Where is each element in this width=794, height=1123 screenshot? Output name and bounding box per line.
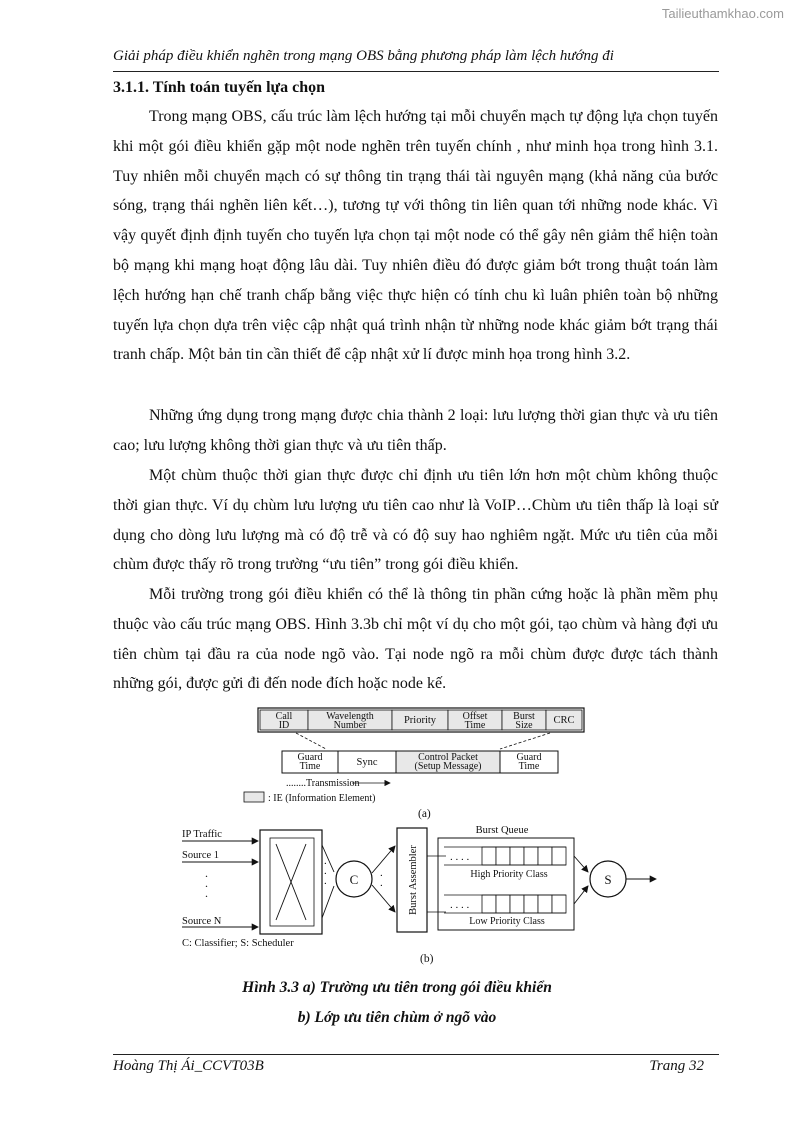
figure-label-a: (a)	[418, 808, 431, 820]
field-label: Offset	[462, 711, 488, 722]
low-priority-label: Low Priority Class	[469, 916, 545, 927]
svg-text:.: .	[324, 865, 327, 877]
high-priority-label: High Priority Class	[470, 869, 548, 880]
tx-label: (Setup Message)	[414, 761, 482, 772]
svg-text:.: .	[380, 877, 383, 889]
field-label: Burst	[513, 711, 535, 722]
paragraph-4: Mỗi trường trong gói điều khiển có thể là thông tin phần cứng hoặc là phần mềm phụ thuộc vào cấu trúc mạng OBS. Hình 3.3b chỉ một ví dụ cho một gói, tạo chùm và hàng đợi ưu tiên chùm tại đầu ra của node ngõ vào. Tại node ngõ ra mỗi chùm được được tách thành những gói, được gửi đi đến node đích hoặc node kế.	[113, 586, 718, 693]
packet-format	[244, 708, 584, 820]
transmission-label: ........Transmission	[286, 778, 360, 789]
field-label: ID	[278, 720, 290, 731]
field-label: Wavelength	[326, 711, 374, 722]
svg-text:.: .	[205, 886, 208, 900]
tx-label: Sync	[356, 757, 378, 768]
footer-author: Hoàng Thị Ái_CCVT03B	[113, 1058, 264, 1074]
paragraph-2: Những ứng dụng trong mạng được chia thành 2 loại: lưu lượng thời gian thực và ưu tiên cao; lưu lượng không thời gian thực và ưu tiên thấp.	[113, 407, 718, 454]
svg-text:.: .	[324, 875, 327, 887]
tx-label: Time	[299, 761, 321, 772]
burst-assembler-label: Burst Assembler	[408, 845, 419, 915]
burst-assembly-diagram	[182, 825, 656, 965]
svg-text:. . . .: . . . .	[450, 851, 470, 863]
tx-label: Control Packet	[418, 752, 478, 763]
paragraph-3: Một chùm thuộc thời gian thực được chỉ định ưu tiên lớn hơn một chùm không thuộc thời gian thực. Ví dụ chùm lưu lượng ưu tiên cao như là VoIP…Chùm ưu tiên thấp là loại sử dụng cho dòng lưu lượng mà có độ trễ và có độ suy hao nghiêm ngặt. Mức ưu tiên của mỗi chùm được thấy rõ trong trường “ưu tiên” trong gói điều khiển.	[113, 467, 718, 574]
watermark: Tailieuthamkhao.com	[661, 6, 784, 21]
source-n-label: Source N	[182, 916, 222, 927]
classifier-label: C	[349, 872, 359, 887]
source-1-label: Source 1	[182, 850, 220, 861]
burst-queue-label: Burst Queue	[475, 825, 529, 836]
page-number: Trang 32	[649, 1058, 704, 1074]
field-label: CRC	[553, 715, 575, 726]
field-label: Number	[333, 720, 367, 731]
figure-label-b: (b)	[420, 953, 434, 965]
tx-label: Guard	[516, 752, 542, 763]
field-label: Call	[275, 711, 293, 722]
field-label: Time	[464, 720, 486, 731]
field-label: Size	[515, 720, 533, 731]
figure-caption-line-1: Hình 3.3 a) Trường ưu tiên trong gói điều khiển	[242, 979, 552, 996]
paragraph-1: Trong mạng OBS, cấu trúc làm lệch hướng tại mỗi chuyển mạch tự động lựa chọn tuyến khi một gói điều khiển gặp một node nghẽn trên tuyến chính , như minh họa trong hình 3.1. Tuy nhiên mỗi chuyển mạch có sự thông tin trạng thái tài nguyên mạng (khả năng của bước sóng, trạng thái nghẽn liên kết…), tương tự với thông tin liên quan tới những node khác. Vì vậy quyết định định tuyến cho tuyến lựa chọn tại một node có thể gây nên giảm thể hiện toàn bộ mạng khi mạng hoạt động lâu dài. Tuy nhiên điều đó được giảm bớt trong thuật toán làm lệch hướng hạn chế tranh chấp bằng việc thực hiện có tính chu kì luân phiên toàn bộ những tuyến lựa chọn dựa trên việc cập nhật quá trình nhận từ những node khác giảm bớt trạng thái tranh chấp. Một bản tin cần thiết để cập nhật xử lí được minh họa trong hình 3.2.	[113, 108, 718, 364]
ip-traffic-label: IP Traffic	[182, 829, 222, 840]
tx-label: Time	[518, 761, 540, 772]
svg-text:. . . .: . . . .	[450, 899, 470, 911]
svg-text:.: .	[380, 867, 383, 879]
section-heading: 3.1.1. Tính toán tuyến lựa chọn	[113, 79, 326, 96]
footer-divider	[113, 1054, 719, 1055]
legend-classifier-scheduler: C: Classifier; S: Scheduler	[182, 938, 294, 949]
page-header: Giải pháp điều khiển nghẽn trong mạng OBS bằng phương pháp làm lệch hướng đi	[113, 48, 614, 64]
field-label: Priority	[403, 715, 437, 726]
figure-caption-line-2: b) Lớp ưu tiên chùm ở ngõ vào	[297, 1009, 497, 1026]
ie-legend: : IE (Information Element)	[268, 793, 376, 804]
scheduler-label: S	[604, 872, 612, 887]
tx-label: Guard	[297, 752, 323, 763]
svg-text:.: .	[205, 866, 208, 880]
svg-text:.: .	[324, 855, 327, 867]
ie-legend-swatch	[244, 792, 264, 802]
svg-text:.: .	[205, 876, 208, 890]
